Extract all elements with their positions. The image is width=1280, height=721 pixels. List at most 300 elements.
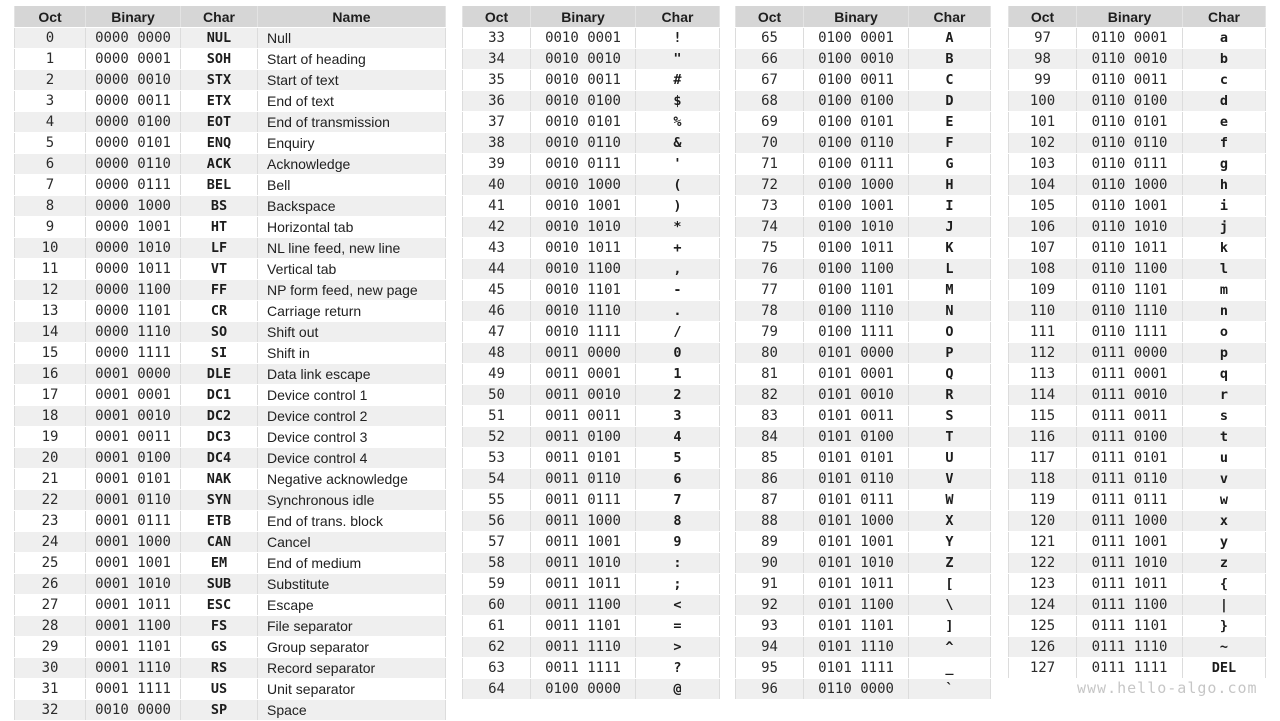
binary-cell: 0000 0110: [86, 154, 181, 175]
char-cell: 1: [636, 364, 720, 385]
binary-cell: 0011 0100: [531, 427, 636, 448]
char-cell: US: [181, 679, 258, 700]
char-cell: SUB: [181, 574, 258, 595]
table-row: [1009, 70, 1266, 91]
name-cell: Device control 4: [258, 448, 446, 469]
table-row: [463, 175, 720, 196]
table-row: [463, 658, 720, 679]
name-cell: Escape: [258, 595, 446, 616]
table-row: [15, 406, 446, 427]
oct-cell: 127: [1009, 658, 1077, 679]
oct-cell: 53: [463, 448, 531, 469]
oct-cell: 123: [1009, 574, 1077, 595]
char-cell: y: [1183, 532, 1266, 553]
char-cell: C: [909, 70, 991, 91]
char-cell: q: [1183, 364, 1266, 385]
char-cell: BEL: [181, 175, 258, 196]
oct-cell: 104: [1009, 175, 1077, 196]
oct-cell: 102: [1009, 133, 1077, 154]
char-cell: s: [1183, 406, 1266, 427]
oct-cell: 84: [736, 427, 804, 448]
oct-cell: 118: [1009, 469, 1077, 490]
oct-cell: 22: [15, 490, 86, 511]
char-cell: NUL: [181, 28, 258, 49]
char-cell: 2: [636, 385, 720, 406]
char-cell: J: [909, 217, 991, 238]
char-cell: 4: [636, 427, 720, 448]
binary-cell: 0010 0111: [531, 154, 636, 175]
oct-cell: 13: [15, 301, 86, 322]
table-row: [15, 238, 446, 259]
table-row: [15, 616, 446, 637]
table-row: [15, 133, 446, 154]
binary-cell: 0001 1110: [86, 658, 181, 679]
oct-cell: 88: [736, 511, 804, 532]
binary-cell: 0010 1100: [531, 259, 636, 280]
table-row: [1009, 154, 1266, 175]
oct-cell: 79: [736, 322, 804, 343]
oct-cell: 76: [736, 259, 804, 280]
header-row: [463, 6, 720, 28]
char-cell: x: [1183, 511, 1266, 532]
oct-cell: 92: [736, 595, 804, 616]
table-row: [463, 91, 720, 112]
oct-cell: 80: [736, 343, 804, 364]
oct-cell: 62: [463, 637, 531, 658]
binary-cell: 0110 1011: [1077, 238, 1183, 259]
char-cell: STX: [181, 70, 258, 91]
table-row: [463, 322, 720, 343]
binary-cell: 0100 1010: [804, 217, 909, 238]
char-cell: r: [1183, 385, 1266, 406]
table-row: [736, 469, 991, 490]
binary-cell: 0111 1000: [1077, 511, 1183, 532]
binary-cell: 0110 1001: [1077, 196, 1183, 217]
binary-cell: 0110 1101: [1077, 280, 1183, 301]
binary-cell: 0000 0101: [86, 133, 181, 154]
binary-cell: 0100 0110: [804, 133, 909, 154]
char-cell: T: [909, 427, 991, 448]
oct-cell: 58: [463, 553, 531, 574]
binary-cell: 0011 0010: [531, 385, 636, 406]
header-row: [736, 6, 991, 28]
table-row: [15, 574, 446, 595]
binary-cell: 0101 1100: [804, 595, 909, 616]
oct-cell: 100: [1009, 91, 1077, 112]
oct-cell: 15: [15, 343, 86, 364]
binary-cell: 0011 1011: [531, 574, 636, 595]
binary-cell: 0000 1110: [86, 322, 181, 343]
table-row: [736, 259, 991, 280]
name-cell: Unit separator: [258, 679, 446, 700]
table-row: [463, 259, 720, 280]
oct-cell: 8: [15, 196, 86, 217]
binary-cell: 0101 0111: [804, 490, 909, 511]
table-row: [463, 343, 720, 364]
char-cell: -: [636, 280, 720, 301]
name-cell: Group separator: [258, 637, 446, 658]
name-cell: Vertical tab: [258, 259, 446, 280]
char-cell: _: [909, 658, 991, 679]
binary-cell: 0111 1111: [1077, 658, 1183, 679]
table-row: [463, 532, 720, 553]
char-cell: LF: [181, 238, 258, 259]
oct-cell: 28: [15, 616, 86, 637]
name-cell: NL line feed, new line: [258, 238, 446, 259]
table-row: [736, 553, 991, 574]
binary-cell: 0110 1110: [1077, 301, 1183, 322]
binary-cell: 0001 1100: [86, 616, 181, 637]
table-row: [736, 637, 991, 658]
binary-cell: 0100 1011: [804, 238, 909, 259]
oct-cell: 87: [736, 490, 804, 511]
char-cell: `: [909, 679, 991, 700]
table-row: [15, 553, 446, 574]
table-row: [736, 385, 991, 406]
char-cell: |: [1183, 595, 1266, 616]
char-cell: SI: [181, 343, 258, 364]
binary-cell: 0001 0111: [86, 511, 181, 532]
table-row: [463, 595, 720, 616]
binary-cell: 0011 0000: [531, 343, 636, 364]
oct-cell: 89: [736, 532, 804, 553]
table-row: [15, 658, 446, 679]
oct-cell: 26: [15, 574, 86, 595]
binary-cell: 0100 1000: [804, 175, 909, 196]
binary-cell: 0110 0100: [1077, 91, 1183, 112]
char-cell: ?: [636, 658, 720, 679]
table-row: [736, 343, 991, 364]
binary-cell: 0000 1001: [86, 217, 181, 238]
name-cell: Device control 1: [258, 385, 446, 406]
oct-cell: 69: [736, 112, 804, 133]
oct-cell: 72: [736, 175, 804, 196]
binary-cell: 0101 0010: [804, 385, 909, 406]
table-row: [15, 700, 446, 721]
table-row: [463, 406, 720, 427]
name-cell: Horizontal tab: [258, 217, 446, 238]
name-cell: NP form feed, new page: [258, 280, 446, 301]
column-header-oct: Oct: [463, 6, 531, 28]
table-row: [463, 448, 720, 469]
table-row: [15, 196, 446, 217]
column-header-binary: Binary: [531, 6, 636, 28]
binary-cell: 0111 0001: [1077, 364, 1183, 385]
table-row: [736, 322, 991, 343]
oct-cell: 36: [463, 91, 531, 112]
table-row: [15, 448, 446, 469]
name-cell: Substitute: [258, 574, 446, 595]
char-cell: EM: [181, 553, 258, 574]
ascii-table-control-chars: [14, 6, 446, 721]
binary-cell: 0010 1101: [531, 280, 636, 301]
name-cell: Bell: [258, 175, 446, 196]
char-cell: DEL: [1183, 658, 1266, 679]
table-row: [463, 28, 720, 49]
oct-cell: 117: [1009, 448, 1077, 469]
oct-cell: 77: [736, 280, 804, 301]
name-cell: Negative acknowledge: [258, 469, 446, 490]
oct-cell: 32: [15, 700, 86, 721]
binary-cell: 0001 1011: [86, 595, 181, 616]
binary-cell: 0111 0110: [1077, 469, 1183, 490]
binary-cell: 0010 0001: [531, 28, 636, 49]
oct-cell: 70: [736, 133, 804, 154]
table-row: [463, 238, 720, 259]
table-row: [736, 595, 991, 616]
binary-cell: 0000 0000: [86, 28, 181, 49]
binary-cell: 0100 1100: [804, 259, 909, 280]
binary-cell: 0011 1001: [531, 532, 636, 553]
name-cell: Enquiry: [258, 133, 446, 154]
char-cell: E: [909, 112, 991, 133]
oct-cell: 17: [15, 385, 86, 406]
header-row: [15, 6, 446, 28]
header-row: [1009, 6, 1266, 28]
table-row: [463, 427, 720, 448]
table-row: [736, 217, 991, 238]
oct-cell: 91: [736, 574, 804, 595]
binary-cell: 0110 0101: [1077, 112, 1183, 133]
oct-cell: 61: [463, 616, 531, 637]
oct-cell: 44: [463, 259, 531, 280]
table-row: [736, 49, 991, 70]
binary-cell: 0001 0101: [86, 469, 181, 490]
table-row: [15, 679, 446, 700]
binary-cell: 0111 1010: [1077, 553, 1183, 574]
oct-cell: 33: [463, 28, 531, 49]
ascii-table-symbols-digits: [462, 6, 720, 700]
binary-cell: 0101 0101: [804, 448, 909, 469]
oct-cell: 41: [463, 196, 531, 217]
oct-cell: 119: [1009, 490, 1077, 511]
column-header-char: Char: [909, 6, 991, 28]
oct-cell: 94: [736, 637, 804, 658]
table-row: [736, 112, 991, 133]
oct-cell: 11: [15, 259, 86, 280]
oct-cell: 108: [1009, 259, 1077, 280]
binary-cell: 0110 0001: [1077, 28, 1183, 49]
char-cell: Q: [909, 364, 991, 385]
char-cell: h: [1183, 175, 1266, 196]
char-cell: 7: [636, 490, 720, 511]
oct-cell: 54: [463, 469, 531, 490]
name-cell: End of transmission: [258, 112, 446, 133]
name-cell: Data link escape: [258, 364, 446, 385]
binary-cell: 0011 0011: [531, 406, 636, 427]
table-row: [463, 154, 720, 175]
table-row: [736, 427, 991, 448]
char-cell: 0: [636, 343, 720, 364]
binary-cell: 0101 1111: [804, 658, 909, 679]
table-row: [15, 49, 446, 70]
binary-cell: 0010 0110: [531, 133, 636, 154]
char-cell: FS: [181, 616, 258, 637]
oct-cell: 30: [15, 658, 86, 679]
binary-cell: 0101 1010: [804, 553, 909, 574]
char-cell: CR: [181, 301, 258, 322]
char-cell: L: [909, 259, 991, 280]
char-cell: ACK: [181, 154, 258, 175]
binary-cell: 0110 1100: [1077, 259, 1183, 280]
char-cell: H: [909, 175, 991, 196]
table-row: [15, 595, 446, 616]
oct-cell: 90: [736, 553, 804, 574]
char-cell: SO: [181, 322, 258, 343]
binary-cell: 0100 0001: [804, 28, 909, 49]
name-cell: Start of text: [258, 70, 446, 91]
name-cell: End of trans. block: [258, 511, 446, 532]
table-row: [463, 364, 720, 385]
column-header-char: Char: [1183, 6, 1266, 28]
binary-cell: 0110 1000: [1077, 175, 1183, 196]
table-row: [463, 70, 720, 91]
char-cell: FF: [181, 280, 258, 301]
table-row: [15, 469, 446, 490]
table-row: [15, 364, 446, 385]
char-cell: *: [636, 217, 720, 238]
table-row: [15, 91, 446, 112]
char-cell: V: [909, 469, 991, 490]
binary-cell: 0010 0000: [86, 700, 181, 721]
char-cell: m: [1183, 280, 1266, 301]
binary-cell: 0010 0101: [531, 112, 636, 133]
binary-cell: 0101 1011: [804, 574, 909, 595]
char-cell: SYN: [181, 490, 258, 511]
binary-cell: 0010 1110: [531, 301, 636, 322]
name-cell: Cancel: [258, 532, 446, 553]
column-header-binary: Binary: [86, 6, 181, 28]
table-row: [15, 343, 446, 364]
oct-cell: 1: [15, 49, 86, 70]
table-row: [736, 406, 991, 427]
char-cell: b: [1183, 49, 1266, 70]
table-row: [736, 679, 991, 700]
char-cell: B: [909, 49, 991, 70]
char-cell: R: [909, 385, 991, 406]
char-cell: Z: [909, 553, 991, 574]
oct-cell: 51: [463, 406, 531, 427]
name-cell: End of text: [258, 91, 446, 112]
oct-cell: 19: [15, 427, 86, 448]
oct-cell: 81: [736, 364, 804, 385]
oct-cell: 74: [736, 217, 804, 238]
oct-cell: 50: [463, 385, 531, 406]
oct-cell: 78: [736, 301, 804, 322]
binary-cell: 0101 1001: [804, 532, 909, 553]
table-row: [1009, 301, 1266, 322]
char-cell: ): [636, 196, 720, 217]
table-row: [1009, 637, 1266, 658]
table-row: [736, 91, 991, 112]
char-cell: @: [636, 679, 720, 700]
table-row: [736, 133, 991, 154]
oct-cell: 42: [463, 217, 531, 238]
oct-cell: 38: [463, 133, 531, 154]
table-row: [463, 679, 720, 700]
binary-cell: 0000 0010: [86, 70, 181, 91]
char-cell: ^: [909, 637, 991, 658]
table-row: [15, 322, 446, 343]
binary-cell: 0000 1011: [86, 259, 181, 280]
char-cell: u: [1183, 448, 1266, 469]
char-cell: $: [636, 91, 720, 112]
char-cell: <: [636, 595, 720, 616]
char-cell: e: [1183, 112, 1266, 133]
char-cell: W: [909, 490, 991, 511]
table-row: [1009, 553, 1266, 574]
oct-cell: 34: [463, 49, 531, 70]
table-row: [15, 490, 446, 511]
table-row: [463, 301, 720, 322]
table-row: [736, 616, 991, 637]
binary-cell: 0100 0101: [804, 112, 909, 133]
binary-cell: 0001 1000: [86, 532, 181, 553]
oct-cell: 114: [1009, 385, 1077, 406]
char-cell: #: [636, 70, 720, 91]
char-cell: f: [1183, 133, 1266, 154]
oct-cell: 115: [1009, 406, 1077, 427]
table-row: [1009, 532, 1266, 553]
table-row: [1009, 574, 1266, 595]
oct-cell: 107: [1009, 238, 1077, 259]
table-row: [1009, 385, 1266, 406]
char-cell: g: [1183, 154, 1266, 175]
char-cell: DC2: [181, 406, 258, 427]
binary-cell: 0111 0011: [1077, 406, 1183, 427]
table-row: [15, 28, 446, 49]
table-row: [1009, 469, 1266, 490]
oct-cell: 124: [1009, 595, 1077, 616]
column-header-oct: Oct: [736, 6, 804, 28]
char-cell: (: [636, 175, 720, 196]
name-cell: Shift in: [258, 343, 446, 364]
char-cell: G: [909, 154, 991, 175]
oct-cell: 64: [463, 679, 531, 700]
char-cell: 5: [636, 448, 720, 469]
char-cell: !: [636, 28, 720, 49]
binary-cell: 0100 0111: [804, 154, 909, 175]
binary-cell: 0100 1110: [804, 301, 909, 322]
char-cell: p: [1183, 343, 1266, 364]
binary-cell: 0011 1010: [531, 553, 636, 574]
table-row: [736, 154, 991, 175]
char-cell: {: [1183, 574, 1266, 595]
table-row: [15, 427, 446, 448]
table-row: [463, 511, 720, 532]
table-row: [1009, 616, 1266, 637]
oct-cell: 37: [463, 112, 531, 133]
char-cell: 3: [636, 406, 720, 427]
char-cell: O: [909, 322, 991, 343]
name-cell: File separator: [258, 616, 446, 637]
table-row: [463, 469, 720, 490]
oct-cell: 66: [736, 49, 804, 70]
table-row: [736, 196, 991, 217]
oct-cell: 109: [1009, 280, 1077, 301]
name-cell: Space: [258, 700, 446, 721]
char-cell: %: [636, 112, 720, 133]
table-row: [736, 448, 991, 469]
binary-cell: 0001 1010: [86, 574, 181, 595]
table-row: [736, 28, 991, 49]
oct-cell: 112: [1009, 343, 1077, 364]
name-cell: Synchronous idle: [258, 490, 446, 511]
table-row: [1009, 238, 1266, 259]
oct-cell: 39: [463, 154, 531, 175]
table-row: [736, 280, 991, 301]
column-header-name: Name: [258, 6, 446, 28]
